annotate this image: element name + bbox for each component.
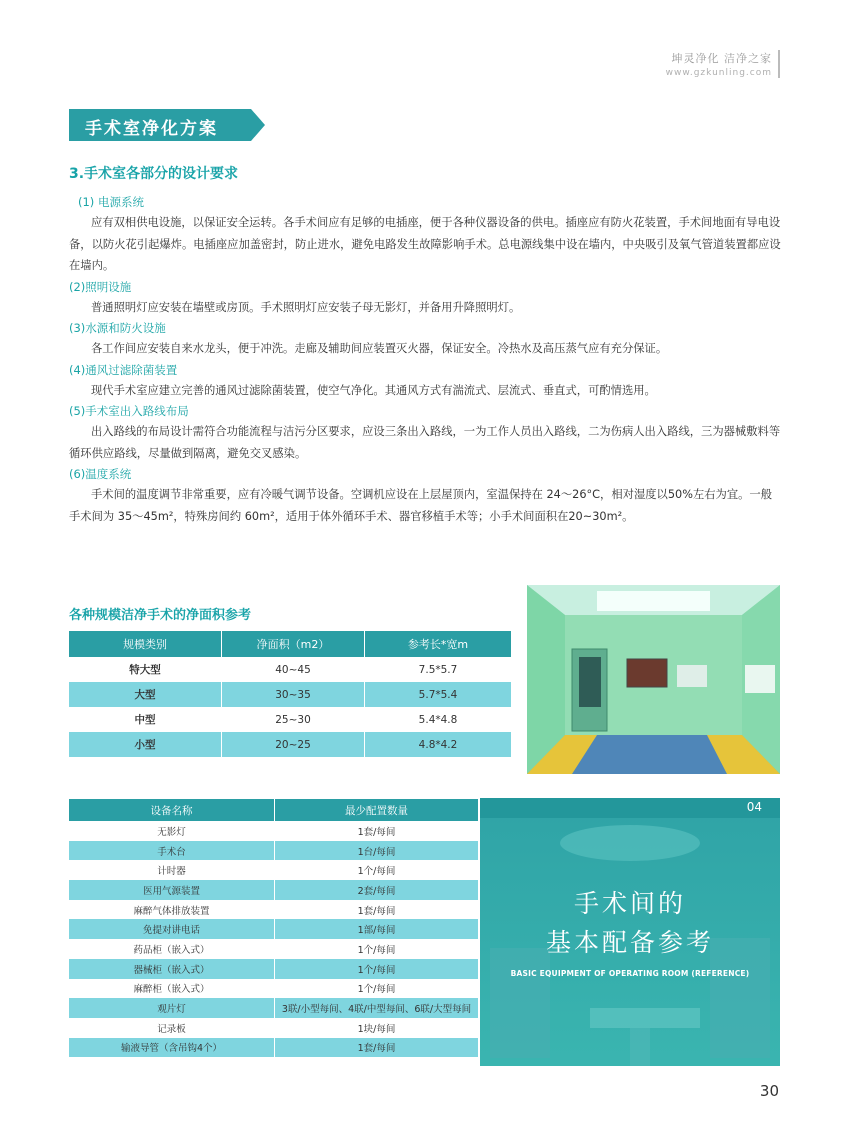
table-row: [69, 707, 511, 732]
table-row: [69, 880, 478, 900]
table-cell: 1部/每间: [275, 919, 479, 939]
table-cell: 特大型: [69, 657, 222, 682]
equip-header-name: 设备名称: [69, 799, 275, 821]
area-header-size: 参考长*宽m: [365, 631, 512, 657]
area-header-category: 规模类别: [69, 631, 222, 657]
table-row: [69, 959, 478, 979]
table-cell: 输液导管（含吊钩4个）: [69, 1038, 275, 1058]
table-cell: 麻醉柜（嵌入式）: [69, 979, 275, 999]
area-table: [69, 631, 511, 757]
table-row: [69, 1018, 478, 1038]
table-cell: 手术台: [69, 841, 275, 861]
brand-url: www.gzkunling.com: [665, 68, 772, 78]
area-table-title: 各种规模洁净手术的净面积参考: [69, 608, 252, 623]
table-cell: 免提对讲电话: [69, 919, 275, 939]
feature-number: 04: [746, 800, 762, 814]
part-heading: (6)温度系统: [69, 467, 132, 481]
page-number: 30: [759, 1082, 779, 1100]
table-cell: 1套/每间: [275, 1038, 479, 1058]
table-cell: 医用气源装置: [69, 880, 275, 900]
brand-block: [666, 50, 772, 78]
table-cell: 麻醉气体排放装置: [69, 900, 275, 920]
table-cell: 1个/每间: [275, 959, 479, 979]
table-cell: 20~25: [222, 732, 365, 757]
feature-title-line1: 手术间的: [573, 889, 686, 918]
part-paragraph: 应有双相供电设施，以保证安全运转。各手术间应有足够的电插座，便于各种仪器设备的供电。插座应有防火花装置，手术间地面有导电设备，以防火花引起爆炸。电插座应加盖密封，防止进水，避免电路发生故障影响手术。总电源线集中设在墙内，中央吸引及氧气管道装置都应设在墙内。: [69, 216, 781, 272]
table-row: [69, 657, 511, 682]
part-paragraph: 普通照明灯应安装在墙壁或房顶。手术照明灯应安装子母无影灯，并备用升降照明灯。: [91, 300, 521, 314]
table-cell: 3联/小型每间、4联/中型每间、6联/大型每间: [275, 998, 479, 1018]
part-heading: (5)手术室出入路线布局: [69, 404, 189, 418]
table-cell: 记录板: [69, 1018, 275, 1038]
table-cell: 2套/每间: [275, 880, 479, 900]
table-row: [69, 900, 478, 920]
table-row: [69, 732, 511, 757]
area-header-area: 净面积（m2）: [222, 631, 365, 657]
table-cell: 1套/每间: [357, 826, 396, 838]
table-row: [69, 821, 478, 841]
table-cell: 中型: [69, 707, 222, 732]
part-heading: (2)照明设施: [69, 279, 132, 294]
part-heading: (4)通风过滤除菌装置: [69, 362, 178, 377]
table-cell: 5.4*4.8: [418, 713, 458, 726]
table-cell: 5.7*5.4: [365, 682, 512, 707]
table-row: [69, 841, 478, 861]
part-paragraph: 各工作间应安装自来水龙头，便于冲洗。走廊及辅助间应装置灭火器，保证安全。冷热水及高压蒸气应有充分保证。: [91, 342, 668, 355]
equipment-table: [69, 799, 478, 1057]
brand-name: 坤灵净化 洁净之家: [671, 52, 772, 65]
table-cell: 大型: [69, 682, 222, 707]
title-banner: [69, 109, 265, 141]
part-heading: (3)水源和防火设施: [69, 321, 166, 335]
feature-english-title: BASIC EQUIPMENT OF OPERATING ROOM (REFERENCE): [510, 969, 750, 978]
table-cell: 25~30: [222, 707, 365, 732]
section-title: 3.手术室各部分的设计要求: [69, 166, 239, 182]
part-paragraph: 出入路线的布局设计需符合功能流程与洁污分区要求，应设三条出入路线，一为工作人员出入路线，二为伤病人出入路线，三为器械敷料等循环供应路线，尽量做到隔离，避免交叉感染。: [69, 425, 781, 460]
table-cell: 40~45: [222, 657, 365, 682]
table-cell: 器械柜（嵌入式）: [69, 959, 275, 979]
table-row: [69, 979, 478, 999]
table-row: [69, 939, 478, 959]
table-cell: 7.5*5.7: [418, 663, 458, 676]
table-cell: 4.8*4.2: [365, 732, 512, 757]
part-paragraph: 手术间的温度调节非常重要，应有冷暖气调节设备。空调机应设在上层屋顶内，室温保持在 24～26°C，相对湿度以50%左右为宜。一般手术间为 35～45m²，特殊房间约 60m²，适用于体外循环手术、器官移植手术等；小手术间面积在20~30m²。: [69, 488, 773, 523]
requirements-body: [69, 192, 781, 527]
table-row: [69, 1038, 478, 1058]
table-cell: 药品柜（嵌入式）: [69, 939, 275, 959]
table-cell: 30~35: [222, 682, 365, 707]
equip-header-qty: 最少配置数量: [275, 799, 479, 821]
table-row: [69, 998, 478, 1018]
table-cell: 1个/每间: [357, 984, 396, 996]
table-row: [69, 919, 478, 939]
table-cell: 1个/每间: [357, 944, 396, 956]
table-cell: 1台/每间: [275, 841, 479, 861]
part-paragraph: 现代手术室应建立完善的通风过滤除菌装置，使空气净化。其通风方式有湍流式、层流式、垂直式，可酌情选用。: [91, 383, 656, 397]
table-cell: 1个/每间: [357, 866, 396, 878]
table-cell: 1块/每间: [357, 1023, 396, 1035]
part-heading: (1) 电源系统: [78, 195, 144, 209]
banner-title: 手术室净化方案: [85, 119, 218, 139]
table-cell: 无影灯: [69, 821, 275, 841]
feature-title-line2: 基本配备参考: [545, 928, 714, 957]
table-cell: 观片灯: [69, 998, 275, 1018]
table-cell: 1套/每间: [357, 905, 396, 917]
table-row: [69, 682, 511, 707]
table-cell: 计时器: [69, 860, 275, 880]
table-row: [69, 860, 478, 880]
equipment-feature-image: [480, 798, 780, 1066]
operating-room-photo: [527, 585, 780, 774]
table-cell: 小型: [69, 732, 222, 757]
brand-divider: [778, 50, 780, 78]
